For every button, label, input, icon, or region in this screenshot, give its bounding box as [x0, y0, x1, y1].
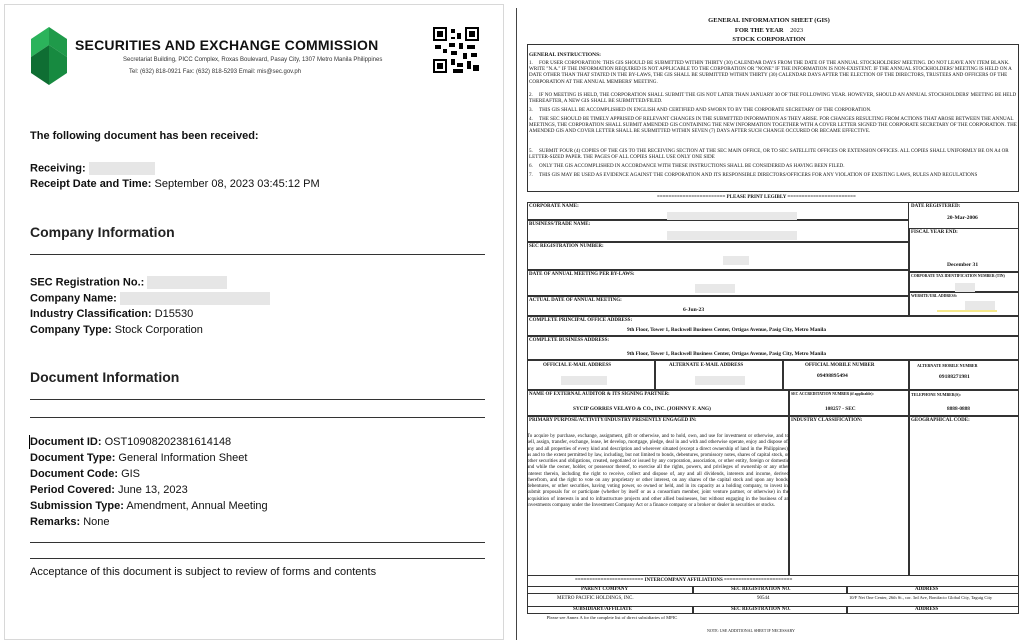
industry-value: D15530: [154, 308, 194, 320]
document-info-heading: Document Information: [30, 369, 180, 385]
accreditation-value: 108257 - SEC: [825, 406, 856, 412]
subsidiary-label: SUBSIDIARY/AFFILIATE: [573, 607, 632, 612]
accreditation-label: SEC ACCREDITATION NUMBER (if applicable):: [791, 392, 874, 396]
parent-sec-label: SEC REGISTRATION NO.: [731, 587, 791, 592]
doc-type-value: General Information Sheet: [118, 452, 248, 464]
for-year-row: [517, 27, 1021, 34]
for-year-label: FOR THE YEAR: [734, 27, 784, 34]
receipt-value: September 08, 2023 03:45:12 PM: [154, 178, 320, 190]
redacted-value: [561, 376, 607, 385]
receipt-label: Receipt Date and Time:: [30, 178, 152, 190]
org-contact: Tel: (632) 818-0921 Fax: (632) 818-5293 Email: mis@sec.gov.ph: [129, 69, 302, 75]
redacted-value: [120, 292, 270, 305]
doc-code-label: Document Code:: [30, 468, 118, 480]
acceptance-footer: Acceptance of this document is subject to review of forms and contents: [30, 566, 377, 578]
additional-sheet-note: NOTE: USE ADDITIONAL SHEET IF NECESSARY: [707, 628, 795, 633]
subsidiary-address-label: ADDRESS: [915, 607, 939, 612]
gis-subtitle: STOCK CORPORATION: [732, 36, 806, 43]
receiving-label: Receiving:: [30, 162, 86, 175]
instruction-item: 6. ONLY THE GIS ACCOMPLISHED IN ACCORDANCE WITH THESE INSTRUCTIONS SHALL BE CONSIDERED AS HAVING BEEN FILED.: [529, 163, 845, 169]
business-address-value: 9th Floor, Tower 1, Rockwell Business Center, Ortigas Avenue, Pasig City, Metro Manila: [627, 351, 826, 357]
intercompany-label: ======================== INTERCOMPANY AFFILIATIONS ========================: [575, 578, 793, 583]
instruction-item: 5. SUBMIT FOUR (4) COPIES OF THE GIS TO THE RECEIVING SECTION AT THE SEC MAIN OFFICE, OR TO SEC SATELLITE OFFICES OR EXTENSION OFFICES. ALL COPIES SHALL UNIFORMLY BE ON A4 OR LETTER-SIZED PAPER. THE PAGES OF ALL COPIES SHALL USE ONLY ONE SIDE: [529, 148, 1009, 161]
redacted-value: [723, 256, 749, 265]
sec-reg-row: [30, 276, 227, 289]
instruction-item: 4. THE SEC SHOULD BE TIMELY APPRISED OF RELEVANT CHANGES IN THE SUBMITTED INFORMATION AS THEY ARISE. FOR CHANGES RESULTING FROM ACTIONS THAT AROSE BETWEEN THE ANNUAL MEETINGS, THE CORPORATION SHALL SUBMIT AMENDED GIS CONTAINING THE NEW INFORMATION TOGETHER WITH A COVER LETTER SIGNED THE CORPORATE SECRETARY OF THE CORPORATION. THE AMENDED GIS AND COVER LETTER SHALL BE SUBMITTED WITHIN SEVEN (7) DAYS AFTER SUCH CHANGE OCCURED OR BECAME EFFECTIVE.: [529, 116, 1017, 135]
doc-id-row: [30, 436, 231, 448]
company-name-row: [30, 292, 270, 305]
company-name-label: Company Name:: [30, 292, 117, 305]
company-info-heading: Company Information: [30, 224, 175, 240]
submission-value: Amendment, Annual Meeting: [126, 500, 268, 512]
industry-label: Industry Classification:: [30, 308, 152, 320]
industry-class-cell: [789, 416, 909, 576]
telephone-label: TELEPHONE NUMBER(S):: [911, 392, 961, 397]
period-label: Period Covered:: [30, 484, 115, 496]
for-year-value: 2023: [790, 27, 804, 34]
actual-meeting-value: 6-Jun-23: [683, 307, 705, 313]
remarks-row: [30, 516, 110, 528]
redacted-value: [955, 283, 975, 292]
actual-meeting-label: ACTUAL DATE OF ANNUAL MEETING:: [529, 298, 622, 303]
business-address-label: COMPLETE BUSINESS ADDRESS:: [529, 338, 610, 343]
official-mobile-label: OFFICIAL MOBILE NUMBER: [805, 363, 875, 368]
instruction-item: 2. IF NO MEETING IS HELD, THE CORPORATION SHALL SUBMIT THE GIS NOT LATER THAN JANUARY 30 OF THE FOLLOWING YEAR. HOWEVER, SHOULD AN ANNUAL STOCKHOLDERS' MEETING BE HELD THEREAFTER, A NEW GIS SHALL BE SUBMITTED/FILED.: [529, 92, 1017, 105]
doc-id-label: Document ID:: [30, 436, 102, 448]
doc-id-value: OST10908202381614148: [104, 436, 232, 448]
purpose-text: To acquire by purchase, exchange, assignment, gift or otherwise, and to hold, own, and use for investment or otherwise, and to sell, assign, transfer, exchange, lease, let develop, mortgage, pledge, deal in and with and otherwise operate, enjoy and dispose of, any and all properties of every kind and description and wherever situated (except a direct ownership of land in the Philippines), as and to the extent permitted by law, including, but not limited to bonds, debentures, promissory notes, shares of capital stock, or other securities and obligations, created, negotiated or issued by any corporation, association, or other entity, foreign or domestic and while the owner, holder, or possessor thereof, to exercise all the rights, powers, and privileges of ownership or any other interest therein, including the right to receive, collect and dispose of, any and all dividends, interests and income, derived therefrom, and the right to vote on any proprietary or other interest, on any shares of the capital stock and upon any bonds, debentures, or other securities, having voting power, so owned or held, and in its capacity as a holding company, to invest in, submit proposals for or participate (whether by itself or as a consortium member, joint venture partner, or otherwise) in the acquisition of interests in and to infrastructure projects and other allied businesses, but without engaging in the business of an investments company under the Investment Company Act or a finance company or a broker or dealer in securities or stocks.: [527, 434, 789, 508]
period-row: [30, 484, 188, 496]
official-mobile-value: 09498895494: [817, 373, 848, 379]
submission-label: Submission Type:: [30, 500, 124, 512]
receiving-row: [30, 162, 155, 175]
divider: [30, 254, 485, 255]
alternate-email-label: ALTERNATE E-MAIL ADDRESS: [669, 363, 744, 368]
redacted-value: [695, 376, 745, 385]
submission-row: [30, 500, 268, 512]
geo-code-cell: [909, 416, 1019, 576]
industry-class-label: INDUSTRY CLASSIFICATION:: [791, 418, 863, 423]
org-address: Secretariat Building, PICC Complex, Roxas Boulevard, Pasay City, 1307 Metro Manila Philippines: [123, 57, 383, 63]
auditor-label: NAME OF EXTERNAL AUDITOR & ITS SIGNING PARTNER:: [529, 392, 670, 397]
divider: [30, 558, 485, 559]
auditor-value: SYCIP GORRES VELAYO & CO., INC. (JOHNNY F. ANG): [573, 406, 711, 412]
received-notice: The following document has been received:: [30, 130, 259, 142]
org-name: SECURITIES AND EXCHANGE COMMISSION: [75, 37, 379, 53]
official-email-label: OFFICIAL E-MAIL ADDRESS: [543, 363, 612, 368]
redacted-value: [667, 231, 797, 240]
parent-address-value: 10/F Net One Center, 26th St., cor. 3rd Ave, Bonifacio Global City, Taguig City: [849, 595, 993, 600]
subsidiary-value: Please see Annex A for the complete list of direct subsidiaries of MPIC: [546, 615, 678, 620]
instruction-item: 7. THIS GIS MAY BE USED AS EVIDENCE AGAINST THE CORPORATION AND ITS RESPONSIBLE DIRECTORS/OFFICERS FOR ANY VIOLATION OF EXISTING LAWS, RULES AND REGULATIONS: [529, 172, 978, 178]
principal-address-value: 9th Floor, Tower 1, Rockwell Business Center, Ortigas Avenue, Pasig City, Metro Manila: [627, 327, 826, 333]
company-type-row: [30, 324, 203, 336]
print-legibly: ======================== PLEASE PRINT LEGIBLY ========================: [657, 195, 856, 200]
purpose-label: PRIMARY PURPOSE/ACTIVITY/INDUSTRY PRESENTLY ENGAGED IN:: [529, 418, 697, 423]
date-registered-label: DATE REGISTERED:: [911, 204, 961, 209]
meeting-bylaws-label: DATE OF ANNUAL MEETING PER BY-LAWS:: [529, 272, 635, 277]
sec-reg-label: SEC Registration No.:: [30, 276, 145, 289]
sec-receipt-page: [4, 4, 504, 640]
business-name-label: BUSINESS/TRADE NAME:: [529, 222, 591, 227]
divider: [30, 542, 485, 543]
fiscal-year-value: December 31: [947, 262, 979, 268]
doc-code-row: [30, 468, 140, 480]
redacted-value: [147, 276, 227, 289]
qr-code-icon: [433, 27, 479, 73]
parent-address-label: ADDRESS: [915, 587, 939, 592]
parent-company-value: METRO PACIFIC HOLDINGS, INC.: [557, 596, 634, 601]
corporate-name-label: CORPORATE NAME:: [529, 204, 579, 209]
doc-code-value: GIS: [121, 468, 141, 480]
instruction-item: 1. FOR USER CORPORATION: THIS GIS SHOULD BE SUBMITTED WITHIN THIRTY (30) CALENDAR DAYS FROM THE DATE OF THE ANNUAL STOCKHOLDERS' MEETING. DO NOT LEAVE ANY ITEM BLANK. WRITE "N.A." IF THE INFORMATION REQUIRED IS NOT APPLICABLE TO THE CORPORATION OR "NONE" IF THE INFORMATION IS NON-EXISTENT. IF THE ANNUAL STOCKHOLDERS' MEETING IS HELD ON A DATE OTHER THAN THAT STATED IN THE BY-LAWS, THE GIS SHALL BE SUBMITTED WITHIN THIRTY (30) CALENDAR DAYS AFTER THE ELECTION OF THE DIRECTORS, TRUSTEES AND OFFICERS OF THE CORPORATION AT THE ANNUAL MEMBERS' MEETING.: [529, 60, 1012, 85]
sec-logo-icon: [31, 27, 67, 85]
alternate-mobile-label: ALTERNATE MOBILE NUMBER: [917, 363, 978, 368]
parent-sec-value: 90544: [757, 596, 770, 601]
highlight-mark: [937, 310, 997, 312]
redacted-value: [965, 301, 995, 310]
date-registered-value: 20-Mar-2006: [947, 215, 978, 221]
doc-type-label: Document Type:: [30, 452, 116, 464]
telephone-value: 8888-0888: [947, 406, 970, 412]
industry-row: [30, 308, 193, 320]
gis-form-page: [516, 8, 1020, 640]
subsidiary-sec-label: SEC REGISTRATION NO.: [731, 607, 791, 612]
tin-label: CORPORATE TAX IDENTIFICATION NUMBER (TIN): [911, 274, 1005, 278]
company-type-value: Stock Corporation: [114, 324, 203, 336]
alternate-mobile-value: 09188271981: [939, 374, 970, 380]
redacted-value: [695, 284, 735, 293]
fiscal-year-label: FISCAL YEAR END:: [911, 230, 958, 235]
remarks-value: None: [83, 516, 110, 528]
instructions-heading: GENERAL INSTRUCTIONS:: [529, 52, 601, 58]
divider: [30, 417, 485, 418]
remarks-label: Remarks:: [30, 516, 81, 528]
doc-type-row: [30, 452, 247, 464]
instruction-item: 3. THIS GIS SHALL BE ACCOMPLISHED IN ENGLISH AND CERTIFIED AND SWORN TO BY THE CORPORATE SECRETARY OF THE CORPORATION.: [529, 107, 872, 113]
geo-code-label: GEOGRAPHICAL CODE:: [911, 418, 970, 423]
principal-address-label: COMPLETE PRINCIPAL OFFICE ADDRESS:: [529, 318, 633, 323]
period-value: June 13, 2023: [118, 484, 188, 496]
sec-reg-gis-label: SEC REGISTRATION NUMBER:: [529, 244, 604, 249]
divider: [30, 399, 485, 400]
parent-company-label: PARENT COMPANY: [581, 587, 629, 592]
gis-title: GENERAL INFORMATION SHEET (GIS): [708, 17, 830, 24]
company-type-label: Company Type:: [30, 324, 112, 336]
website-label: WEBSITE/URL ADDRESS:: [911, 294, 958, 298]
receipt-datetime-row: [30, 178, 320, 190]
redacted-value: [89, 162, 155, 175]
